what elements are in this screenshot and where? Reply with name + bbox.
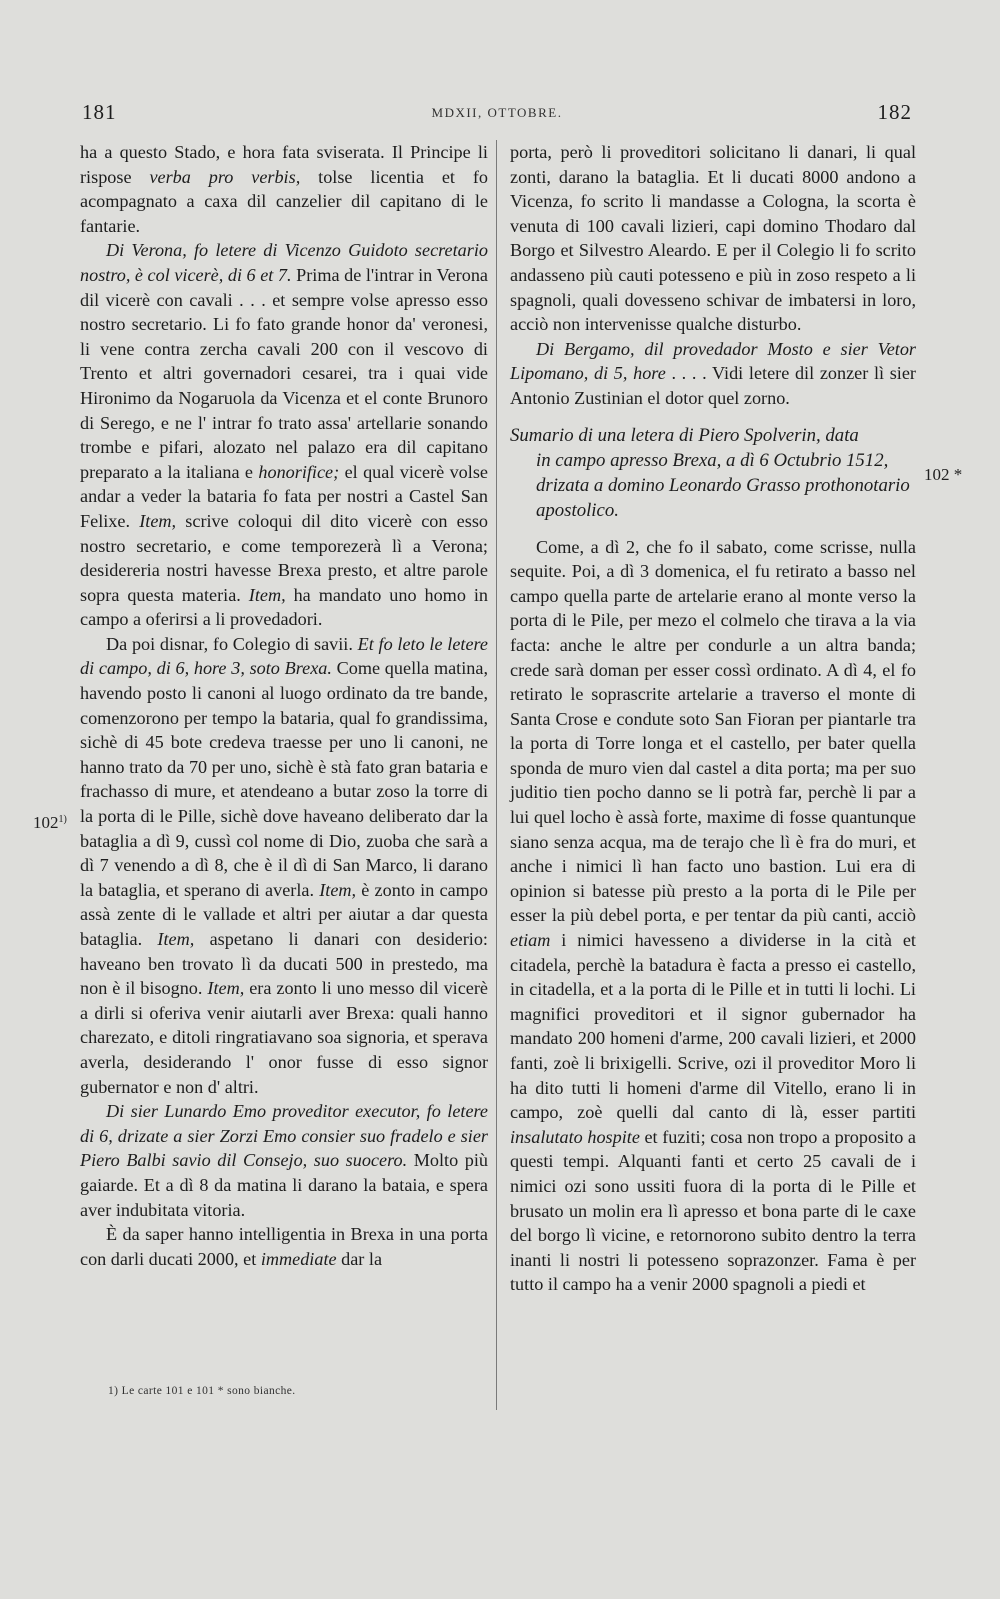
right-column — [510, 140, 916, 1297]
italic-run: Item, — [207, 978, 245, 999]
left-margin-note — [33, 813, 67, 833]
italic-run: immediate — [260, 1248, 337, 1269]
text-run: Da poi disnar, fo Colegio di savii. — [106, 633, 358, 654]
paragraph — [510, 140, 916, 337]
text-run: scrive coloqui dil dito vicerè con esso nostro secretario, e come temporezerà lì a Verona; desidereria nostri havesse Brexa presto, et altre parole sopra questa materia. — [80, 510, 488, 605]
column-divider — [496, 140, 497, 1410]
text-run: è zonto in campo assà zente di le vallade et altri per aiutar a dar questa bataglia. — [80, 879, 488, 949]
paragraph — [510, 337, 916, 411]
left-margin-number: 102 — [33, 813, 59, 832]
text-run: . . . . Vidi letere dil zonzer lì sier Antonio Zustinian el dotor quel zorno. — [510, 363, 916, 408]
text-run: tolse licentia et fo acompagnato a caxa dil canzelier dil capitano di le fantarie. — [80, 166, 489, 236]
text-run: el qual vicerè volse andar a veder la bataria fo fata per nostri a Castel San Felixe. — [80, 461, 488, 531]
italic-run: Item, — [248, 584, 286, 605]
paragraph — [80, 140, 488, 238]
text-run: ha a questo Stado, e hora fata sviserata. Il Principe li rispose — [80, 142, 488, 187]
italic-run: Di Verona, fo letere di Vicenzo Guidoto secretario nostro, è col vicerè, di 6 et 7. — [80, 240, 488, 285]
section-heading — [510, 423, 916, 523]
text-run: era zonto li uno messo dil vicerè a dirli si oferiva venir aiutarli aver Brexa: quali hanno charezato, e ditoli ringratiavano soa signoria, et sperava averla, desiderando l' onor fusse di esso signor gubernator e non d' altri. — [80, 978, 488, 1097]
italic-run: Et fo leto le letere di campo, di 6, hore 3, soto Brexa. — [80, 633, 489, 679]
paragraph — [80, 1222, 488, 1271]
italic-run: Di Bergamo, dil provedador Mosto e sier Vetor Lipomano, di 5, hore — [510, 338, 916, 384]
italic-run: Item, — [139, 510, 177, 531]
text-run: Prima de l'intrar in Verona dil vicerè con cavali . . . et sempre volse apresso esso nostro secretario. Li fo fato grande honor da' veronesi, li vene contra zercha cavali 200 con il vescovo di Trento et altri governadori cesarei, tra i quai vide Hironimo da Nogaruola da Vicenza et el conte Brunoro di Serego, e ne l' intrar fo trato assa' artellarie sonando trombe e pifari, alozato nel palazo era dil capitano preparato a la italiana e — [80, 264, 488, 482]
text-run: ha mandato uno homo in campo a oferirsi a li provedadori. — [80, 584, 488, 630]
italic-run: Item, — [157, 929, 195, 949]
paragraph — [80, 632, 488, 1099]
heading-line: Sumario di una letera di Piero Spolverin, data — [510, 424, 859, 446]
paragraph — [510, 535, 916, 1297]
italic-run: insalutato hospite — [510, 1126, 640, 1147]
text-run: Come, a dì 2, che fo il sabato, come scrisse, nulla sequite. Poi, a dì 3 domenica, el fu retirato a basso nel campo quella parte de artelarie erano al monte verso la porta di le Pile, per mezo el colmelo che tirava a la via facta: anche le altre per condurle a un altra banda; crede sarà doman per esser cossì ordinato. A dì 4, el fo retirato le soprascrite artelarie a traverso el monte di Santa Crose e condute soto San Fioran per piantarle tra la porta di Torre longa et el castello, per bater quella sponda de muro vien dal castel a dita porta; ma per suo juditio tien pocho danno se li potrà far, perchè li par a lui quel locho è assà forte, maxime di fosse quantunque siano senza acqua, ma de terajo che lì è fra do muri, et anche i nimici lì han facto uno bastion. Lui era di opinion si batesse più presto a la porta di le Pile per esser la più debel porta, e per tentar da più canti, acciò — [510, 536, 916, 926]
running-header — [82, 100, 912, 122]
text-run: i nimici havesseno a dividerse in la cità et citadela, perchè la batadura è facta a presso ei castello, in citadella, et a la porta di le Pille et in tutti li lochi. Li magnifici proveditori et il signor gubernador ha mandato 200 homeni d'arme, 200 cavali lizieri, et 2000 fanti, zoè li brixigelli. Scrive, ozi il proveditor Moro li ha dito tutti li homeni d'arme dil Vitello, erano li in campo, zoè quelli dal canto di là, esser partiti — [510, 930, 916, 1123]
text-run: Come quella matina, havendo posto li canoni al luogo ordinato da tre bande, comenzorono per tempo la bataria, qual fo grandissima, sichè di 45 bote credeva traesse per uno li canoni, ne hanno trato da 70 per uno, sichè è stà fato gran bataria e frachasso di mure, et atendeano a butar zoso la torre di la porta di le Pille, sichè dove haveano deliberato dar la bataglia a dì 9, cussì col nome di Dio, zuoba che sarà a dì 7 venendo a dì 8, che è il dì di San Marco, li darano la bataglia, et sperano di averla. — [80, 658, 488, 900]
footnote: 1) Le carte 101 e 101 * sono bianche. — [108, 1385, 296, 1397]
heading-line: in campo apresso Brexa, a dì 6 Octubrio 1512, drizata a domino Leonardo Grasso prothonotario apostolico. — [536, 449, 910, 521]
text-run: et fuziti; cosa non tropo a proposito a questi tempi. Alquanti fanti et certo 25 cavali de i nimici ozi sono ussiti fuora di la porta di le Pille et brusato un molin era lì apresso et bona parte di le caxe del borgo lì vicine, e retornorono subito dentro la terra inanti li nostri li potesseno soprazonzer. Fama è per tutto il campo ha a venir 2000 spagnoli a piedi et — [510, 1126, 917, 1295]
text-run: È da saper hanno intelligentia in Brexa in una porta con darli ducati 2000, et — [80, 1224, 488, 1269]
italic-run: honorifice; — [258, 461, 340, 482]
italic-run: Item, — [319, 879, 357, 900]
italic-run: Di sier Lunardo Emo proveditor executor, fo letere di 6, drizate a sier Zorzi Emo consier suo fradelo e sier Piero Balbi savio dil Consejo, suo suocero. — [80, 1101, 488, 1171]
italic-run: verba pro verbis, — [149, 166, 301, 187]
paragraph — [80, 1099, 488, 1222]
right-page-number: 182 — [877, 100, 912, 124]
text-run: Molto più gaiarde. Et a dì 8 da matina li darano la bataia, e spera aver indubitata vitoria. — [80, 1150, 488, 1220]
left-column — [80, 140, 488, 1271]
italic-run: etiam — [510, 930, 551, 951]
left-page-number: 181 — [82, 100, 117, 124]
text-run: porta, però li proveditori solicitano li danari, li qual zonti, darano la bataglia. Et li ducati 8000 andono a Vicenza, fo scrito li mandasse a Cologna, la scorta è venuta di 100 cavali lizieri, capi domino Thodaro dal Borgo et Silvestro Aleardo. E per il Colegio li fo scrito andasseno più cauti potesseno e più in zoso respeto a li spagnoli, quali dovesseno schivar de imbatersi in loro, acciò non intervenisse qualche disturbo. — [510, 142, 916, 335]
left-margin-sup: 1) — [58, 814, 67, 825]
paragraph — [80, 238, 488, 632]
text-run: aspetano li danari con desiderio: haveano ben trovato lì da ducati 500 in prestedo, ma non è il bisogno. — [80, 929, 488, 999]
right-margin-note: 102 * — [924, 465, 963, 484]
header-title: MDXII, OTTOBRE. — [431, 105, 563, 120]
text-run: dar la — [336, 1248, 383, 1269]
